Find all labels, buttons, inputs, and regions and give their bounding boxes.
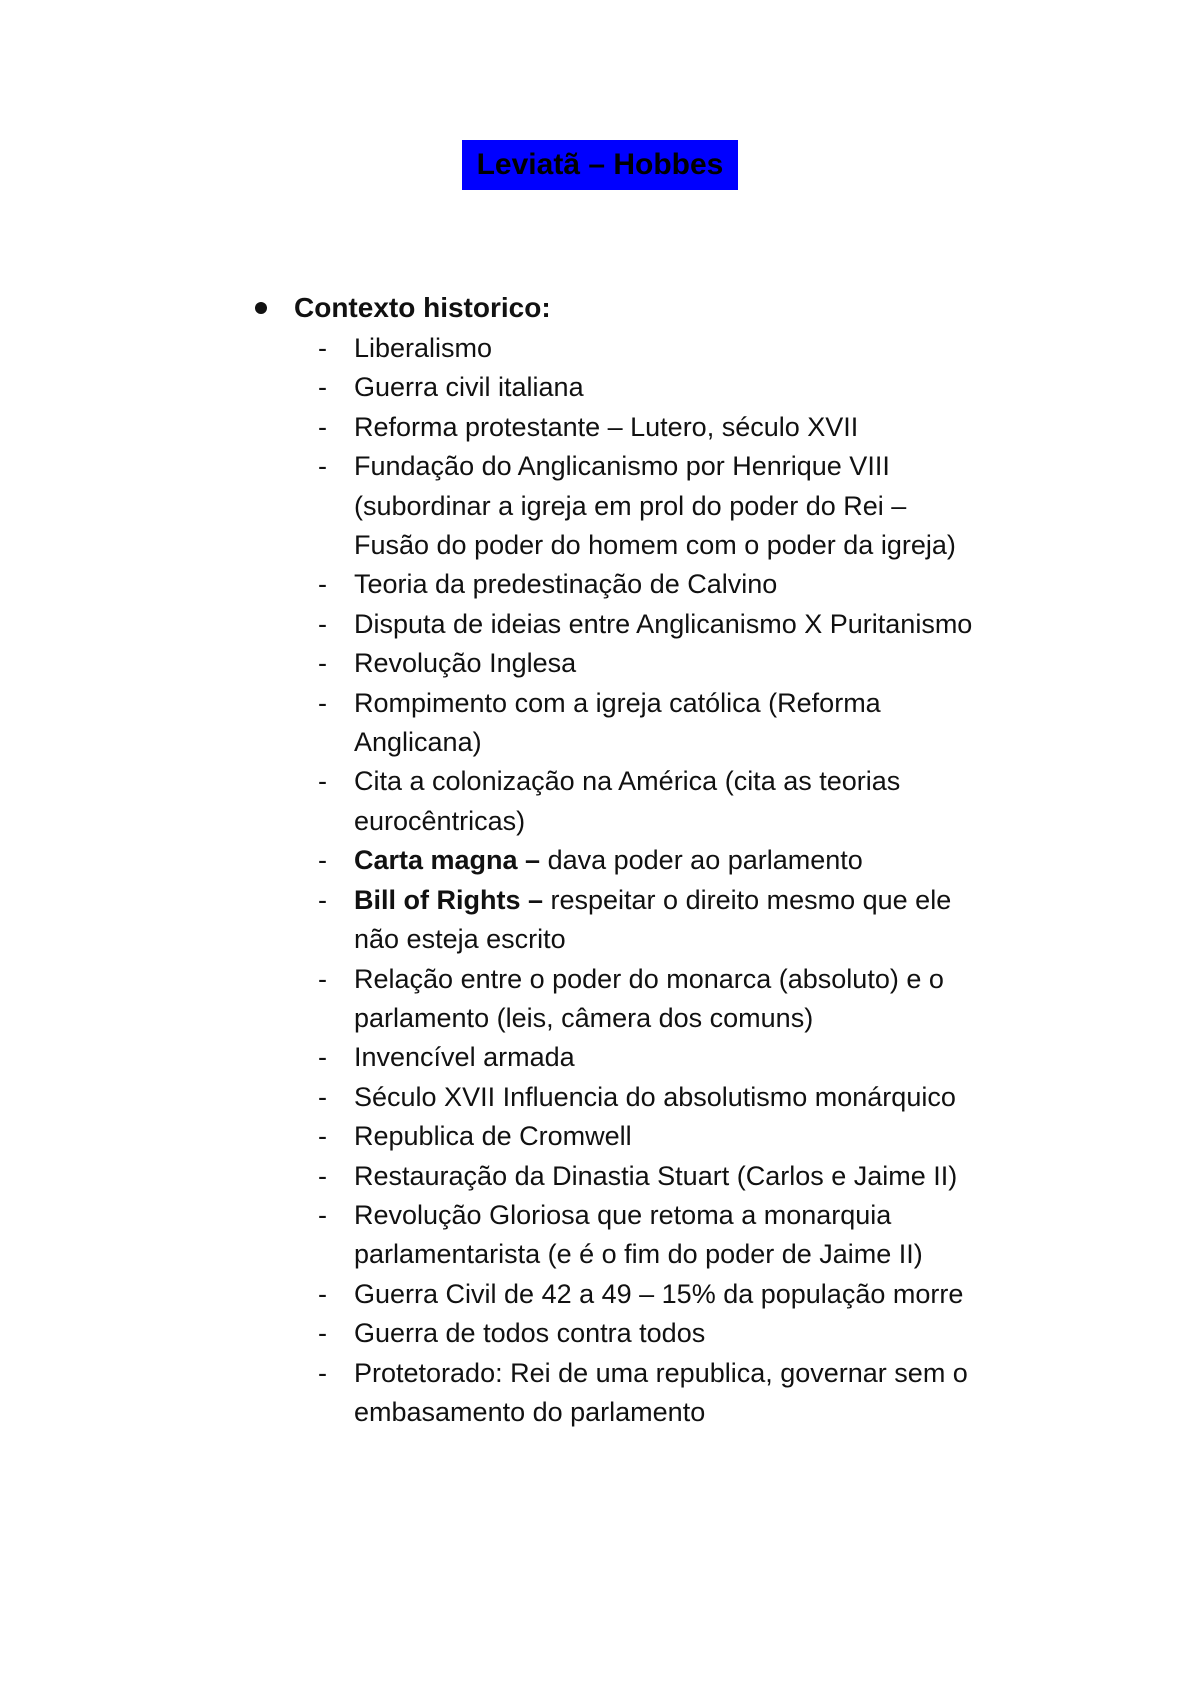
bullet-list xyxy=(255,329,1055,1432)
dash-marker: - xyxy=(318,569,327,600)
dash-marker: - xyxy=(318,648,327,679)
list-item xyxy=(255,565,1055,604)
list-item-text: Cita a colonização na América (cita as teorias eurocêntricas) xyxy=(354,766,901,836)
list-item xyxy=(255,1275,1055,1314)
list-item xyxy=(255,1196,1055,1275)
list-item-text: respeitar o direito mesmo que ele não esteja escrito xyxy=(354,884,952,955)
list-item xyxy=(255,447,1055,565)
list-item-text: Protetorado: Rei de uma republica, governar sem o embasamento do parlamento xyxy=(354,1357,968,1427)
list-item-text: Revolução Gloriosa que retoma a monarquia parlamentarista (e é o fim do poder de Jaime II) xyxy=(354,1199,923,1270)
list-item xyxy=(255,1078,1055,1117)
list-item xyxy=(255,1038,1055,1077)
list-item xyxy=(255,408,1055,447)
dash-marker: - xyxy=(318,1278,327,1309)
dash-marker: - xyxy=(318,411,327,442)
dash-marker: - xyxy=(318,1121,327,1152)
dash-marker: - xyxy=(318,1160,327,1191)
list-item xyxy=(255,605,1055,644)
list-item-text: Guerra civil italiana xyxy=(354,372,584,403)
list-item-bold-label: Bill of Rights – xyxy=(354,884,543,915)
list-item-text: Restauração da Dinastia Stuart (Carlos e Jaime II) xyxy=(354,1160,958,1191)
dash-marker: - xyxy=(318,766,327,797)
title-container xyxy=(0,140,1200,190)
list-item xyxy=(255,1117,1055,1156)
list-item-text: Disputa de ideias entre Anglicanismo X Puritanismo xyxy=(354,608,973,639)
dash-marker: - xyxy=(318,451,327,482)
section-heading xyxy=(255,287,1055,329)
section-heading-label: Contexto historico: xyxy=(294,292,551,323)
list-item xyxy=(255,644,1055,683)
list-item-text: Guerra Civil de 42 a 49 – 15% da população morre xyxy=(354,1278,964,1309)
dash-marker: - xyxy=(318,884,327,915)
list-item-text: dava poder ao parlamento xyxy=(540,845,863,876)
list-item xyxy=(255,1314,1055,1353)
list-item xyxy=(255,329,1055,368)
list-item-text: Relação entre o poder do monarca (absoluto) e o parlamento (leis, câmera dos comuns) xyxy=(354,963,944,1033)
dash-marker: - xyxy=(318,1357,327,1388)
list-item xyxy=(255,1354,1055,1433)
list-item xyxy=(255,1157,1055,1196)
list-item-text: Rompimento com a igreja católica (Reforma Anglicana) xyxy=(354,687,881,758)
list-item-text: Teoria da predestinação de Calvino xyxy=(354,569,778,600)
dash-marker: - xyxy=(318,963,327,994)
list-item-bold-label: Carta magna – xyxy=(354,845,541,876)
list-item-text: Guerra de todos contra todos xyxy=(354,1318,706,1349)
list-item-text: Reforma protestante – Lutero, século XVII xyxy=(354,411,859,442)
bullet-icon xyxy=(255,302,267,314)
list-item xyxy=(255,881,1055,960)
dash-marker: - xyxy=(318,845,327,876)
context-section xyxy=(255,287,1055,1432)
list-item xyxy=(255,841,1055,880)
list-item-text: Revolução Inglesa xyxy=(354,648,577,679)
dash-marker: - xyxy=(318,608,327,639)
list-item xyxy=(255,960,1055,1039)
dash-marker: - xyxy=(318,333,327,363)
dash-marker: - xyxy=(318,1042,327,1073)
list-item xyxy=(255,762,1055,841)
dash-marker: - xyxy=(318,687,327,718)
list-item-text: Século XVII Influencia do absolutismo monárquico xyxy=(354,1081,956,1112)
list-item-text: Republica de Cromwell xyxy=(354,1121,632,1152)
list-item-text: Fundação do Anglicanismo por Henrique VIII (subordinar a igreja em prol do poder do Rei – Fusão do poder do homem com o poder da igreja) xyxy=(354,451,956,561)
dash-marker: - xyxy=(318,1318,327,1349)
dash-marker: - xyxy=(318,1199,327,1230)
page-title: Leviatã – Hobbes xyxy=(462,140,738,190)
list-item-text: Invencível armada xyxy=(354,1042,575,1073)
list-item-text: Liberalismo xyxy=(354,333,493,363)
dash-marker: - xyxy=(318,372,327,403)
dash-marker: - xyxy=(318,1081,327,1112)
list-item xyxy=(255,684,1055,763)
list-item xyxy=(255,368,1055,407)
